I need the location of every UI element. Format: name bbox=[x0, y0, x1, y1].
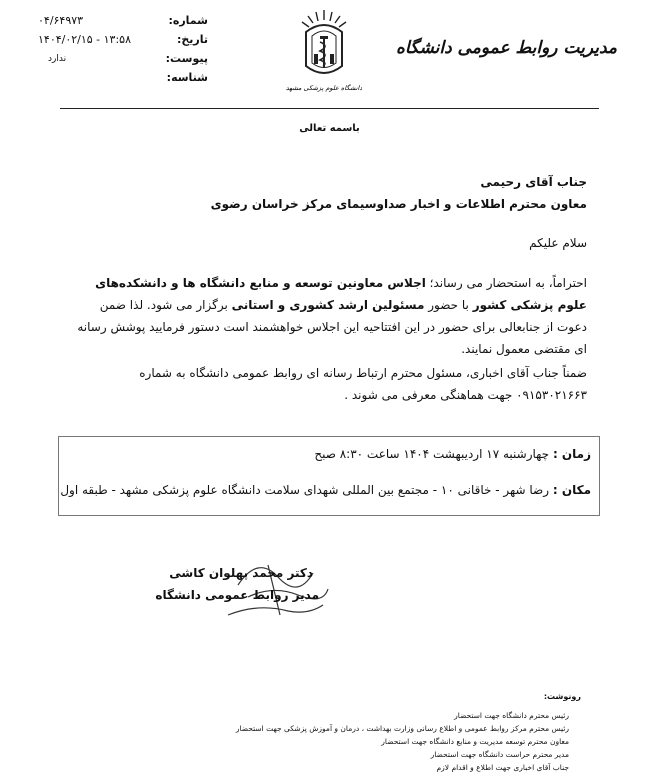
number-value: ۰۴/۶۴۹۷۳ bbox=[38, 14, 84, 27]
letter-meta bbox=[38, 14, 208, 90]
body-paragraph-2: ضمناً جناب آقای اخباری، مسئول محترم ارتباط رسانه ای روابط عمومی دانشگاه به شماره ۰۹۱۵۳۰۲۱۶۶۳ جهت هماهنگی معرفی می شوند . bbox=[139, 366, 587, 402]
copy-item: - رئیس محترم مرکز روابط عمومی و اطلاع رسانی وزارت بهداشت ، درمان و آموزش پزشکی جهت استحضار bbox=[169, 724, 569, 737]
date-value: ۱۴۰۴/۰۲/۱۵ - ۱۳:۵۸ bbox=[38, 33, 131, 46]
body-with: با حضور bbox=[428, 298, 469, 312]
header-divider bbox=[60, 108, 599, 109]
logo-caption: دانشگاه علوم پزشکی مشهد bbox=[286, 84, 362, 92]
attachment-label: پیوست: bbox=[165, 52, 208, 65]
time-value: چهارشنبه ۱۷ اردیبهشت ۱۴۰۴ ساعت ۸:۳۰ صبح bbox=[314, 447, 550, 461]
body-officials: مسئولین ارشد کشوری و استانی bbox=[231, 298, 425, 312]
signatory-name: دکتر محمد پهلوان کاشی bbox=[169, 566, 313, 580]
attachment-value: ندارد bbox=[48, 54, 67, 64]
body-event-name: اجلاس معاونین توسعه و منابع دانشگاه ها و دانشکده‌های علوم پزشکی کشور bbox=[95, 276, 587, 312]
basmala: باسمه تعالی bbox=[299, 123, 360, 134]
copy-item: - معاون محترم توسعه مدیریت و منابع دانشگاه جهت استحضار bbox=[169, 737, 569, 750]
time-label: زمان : bbox=[552, 447, 591, 461]
copies-list bbox=[169, 711, 569, 776]
body-paragraph-1 bbox=[67, 272, 587, 360]
signature-scribble-icon bbox=[218, 545, 338, 625]
recipient-title: معاون محترم اطلاعات و اخبار صداوسیمای مرکز خراسان رضوی bbox=[210, 197, 587, 211]
event-info-box bbox=[58, 436, 600, 516]
event-place-row bbox=[60, 483, 591, 497]
university-logo-icon bbox=[286, 6, 362, 98]
copy-item: - مدیر محترم حراست دانشگاه جهت استحضار bbox=[169, 750, 569, 763]
signatory-title: مدیر روابط عمومی دانشگاه bbox=[155, 588, 319, 602]
place-value: رضا شهر - خاقانی ۱۰ - مجتمع بین المللی شهدای سلامت دانشگاه علوم پزشکی مشهد - طبقه اول bbox=[60, 483, 550, 497]
id-label: شناسه: bbox=[166, 71, 208, 84]
date-label: تاریخ: bbox=[176, 33, 208, 46]
copy-item: - رئیس محترم دانشگاه جهت استحضار bbox=[169, 711, 569, 724]
body-request: برگزار می شود. لذا ضمن دعوت از جنابعالی برای حضور در این افتتاحیه این اجلاس خواهشمند است دستور فرمایید پوشش رسانه ای مقتضی معمول نمایند. bbox=[77, 298, 587, 356]
office-title: مدیریت روابط عمومی دانشگاه bbox=[395, 38, 617, 58]
recipient-name: جناب آقای رحیمی bbox=[480, 175, 587, 189]
copy-item: - جناب آقای اخباری جهت اطلاع و اقدام لازم bbox=[169, 763, 569, 776]
event-time-row bbox=[314, 447, 591, 461]
body-intro: احتراماً، به استحضار می رساند؛ bbox=[429, 276, 587, 290]
copies-title: رونوشت: bbox=[543, 692, 581, 701]
place-label: مکان : bbox=[552, 483, 591, 497]
number-label: شماره: bbox=[168, 14, 208, 27]
greeting: سلام علیکم bbox=[529, 236, 587, 250]
